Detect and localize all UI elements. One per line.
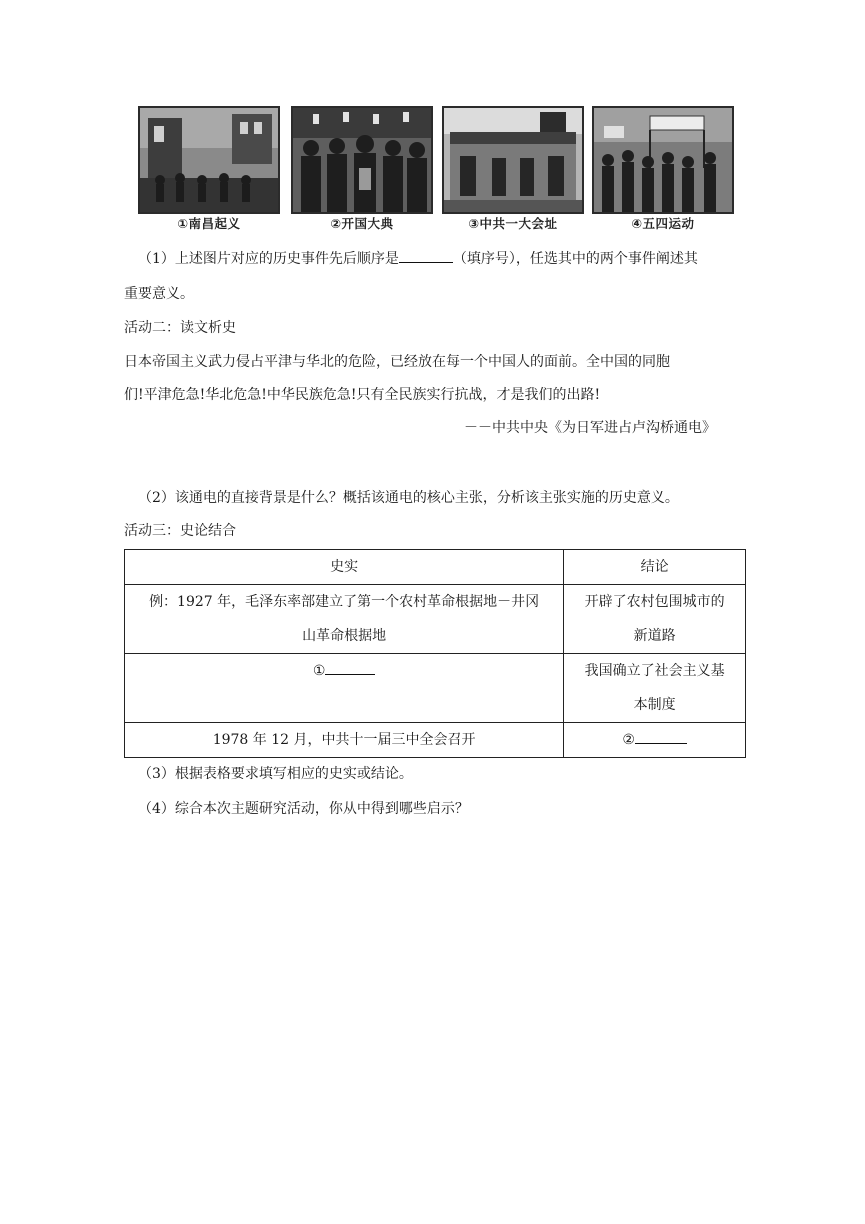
question-1-line-1 <box>138 248 698 269</box>
conclusion-text: 我国确立了社会主义基 <box>584 663 725 679</box>
answer-blank-2[interactable] <box>635 729 687 744</box>
activity-2-text-line-2: 们!平津危急!华北危急!中华民族危急!只有全民族实行抗战，才是我们的出路! <box>124 387 601 403</box>
question-2: （2）该通电的直接背景是什么？概括该通电的核心主张，分析该主张实施的历史意义。 <box>138 490 679 506</box>
photo-caption: ②开国大典 <box>330 216 394 231</box>
photo-caption: ④五四运动 <box>631 216 695 231</box>
photo-strip <box>138 106 732 234</box>
question-1-text-cont: （填序号），任选其中的两个事件阐述其 <box>452 251 698 267</box>
question-1-text: （1）上述图片对应的历史事件先后顺序是 <box>138 251 399 267</box>
conclusion-cell <box>564 585 746 654</box>
activity-3-title: 活动三：史论结合 <box>124 523 236 539</box>
fact-text: 山革命根据地 <box>302 628 387 644</box>
conclusion-cell <box>564 723 746 758</box>
fact-cell <box>125 654 564 723</box>
photo-item <box>291 106 433 234</box>
blank-marker: ② <box>622 732 635 748</box>
blank-marker: ① <box>312 663 326 679</box>
first-congress-site-photo-icon <box>442 106 584 214</box>
photo-item <box>442 106 584 234</box>
fact-text: 例：1927 年，毛泽东率部建立了第一个农村革命根据地－井冈 <box>149 594 540 610</box>
facts-table <box>124 549 746 758</box>
table-row <box>125 585 746 654</box>
answer-blank-q1[interactable] <box>399 248 453 263</box>
nanchang-uprising-photo-icon <box>138 106 280 214</box>
conclusion-text: 本制度 <box>633 697 676 713</box>
photo-item <box>592 106 734 234</box>
conclusion-cell <box>564 654 746 723</box>
founding-ceremony-photo-icon <box>291 106 433 214</box>
photo-item <box>138 106 280 234</box>
photo-caption: ③中共一大会址 <box>468 216 558 231</box>
conclusion-text: 开辟了农村包围城市的 <box>584 594 725 610</box>
fact-blank-line <box>133 654 555 688</box>
table-row <box>125 723 746 758</box>
fact-cell <box>125 585 564 654</box>
header-fact: 史实 <box>125 550 564 585</box>
header-conclusion: 结论 <box>564 550 746 585</box>
question-4: （4）综合本次主题研究活动，你从中得到哪些启示？ <box>138 801 469 817</box>
activity-2-title: 活动二：读文析史 <box>124 320 236 336</box>
answer-blank-1[interactable] <box>325 660 375 675</box>
table-row <box>125 654 746 723</box>
activity-2-text-line-1: 日本帝国主义武力侵占平津与华北的危险，已经放在每一个中国人的面前。全中国的同胞 <box>124 354 670 370</box>
photo-caption: ①南昌起义 <box>177 216 241 231</box>
question-1-line-2: 重要意义。 <box>124 286 194 302</box>
may-fourth-movement-photo-icon <box>592 106 734 214</box>
question-3: （3）根据表格要求填写相应的史实或结论。 <box>138 766 413 782</box>
activity-2-source: －－中共中央《为日军进占卢沟桥通电》 <box>464 420 716 436</box>
fact-cell: 1978 年 12 月，中共十一届三中全会召开 <box>125 723 564 758</box>
conclusion-text: 新道路 <box>633 628 676 644</box>
table-header-row <box>125 550 746 585</box>
